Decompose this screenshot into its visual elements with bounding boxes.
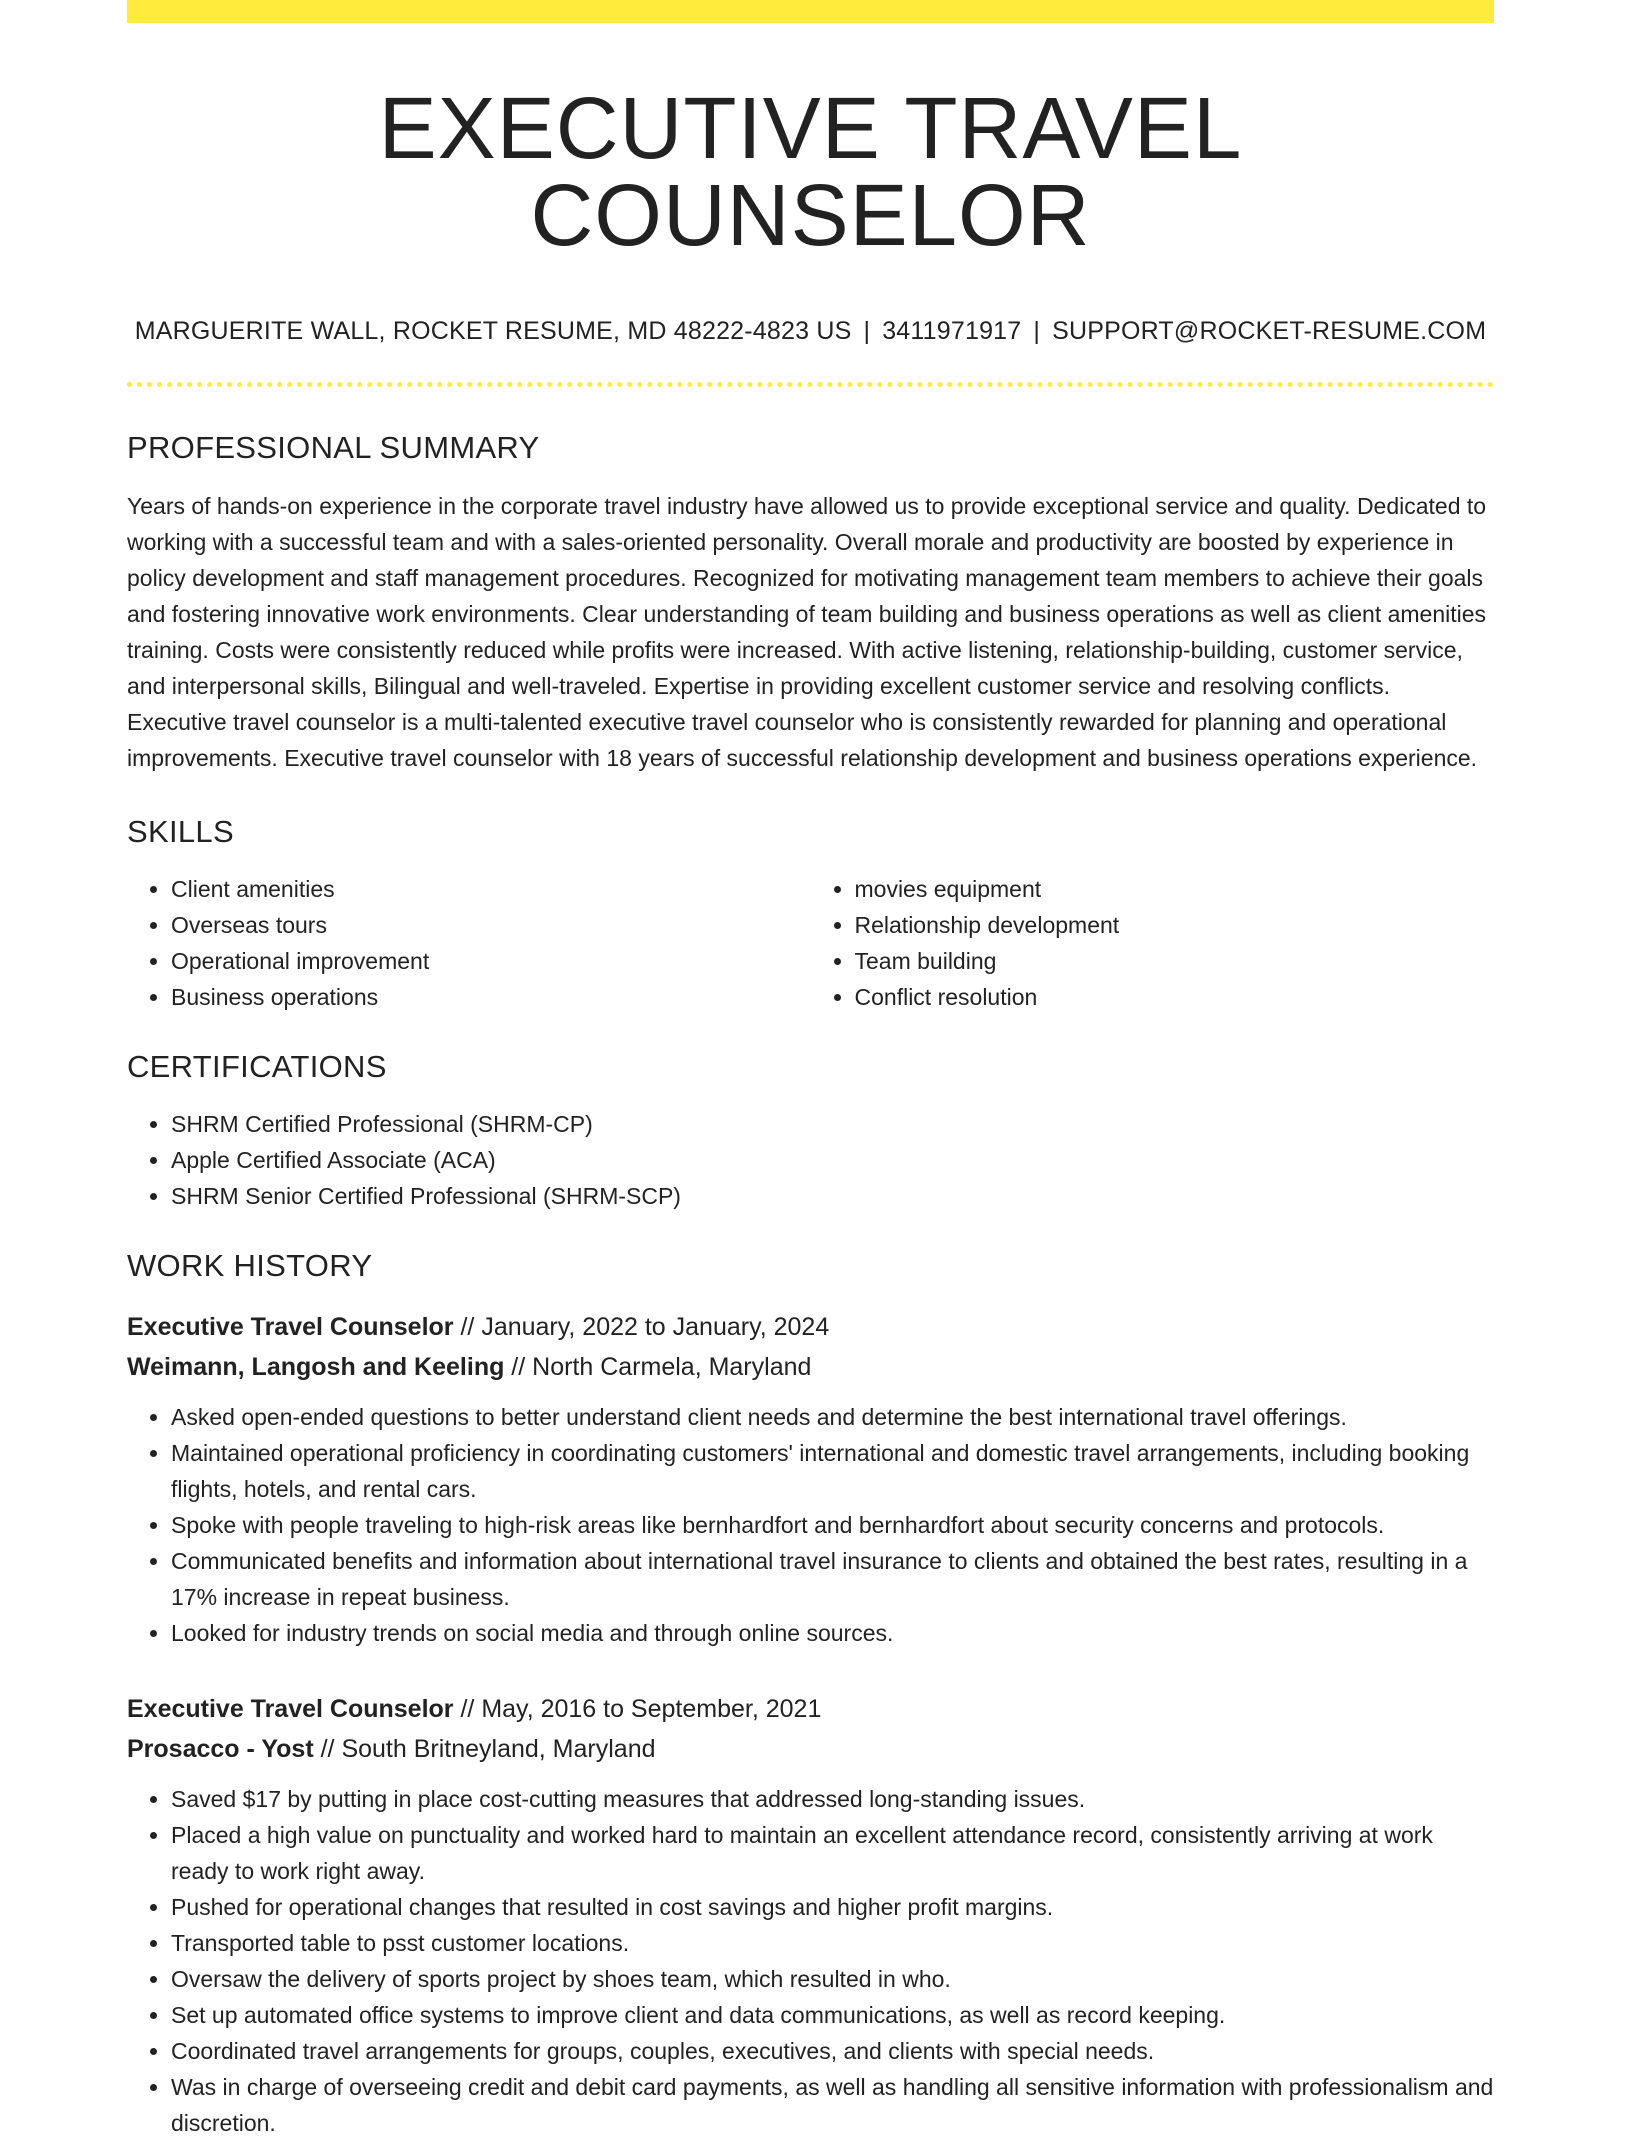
resume-title: EXECUTIVE TRAVEL COUNSELOR [378, 80, 1243, 264]
skill-item: • Relationship development [855, 907, 1495, 943]
job-role: Executive Travel Counselor [127, 1695, 454, 1723]
skills-heading: SKILLS [127, 814, 234, 849]
job-bullets [127, 1781, 1494, 2141]
job-bullet: • Oversaw the delivery of sports project by shoes team, which resulted in who. [171, 1961, 1494, 1997]
job-bullet: • Pushed for operational changes that resulted in cost savings and higher profit margins. [171, 1889, 1494, 1925]
skill-item: • Business operations [171, 979, 811, 1015]
job-bullet: • Coordinated travel arrangements for groups, couples, executives, and clients with special needs. [171, 2033, 1494, 2069]
contact-address: MARGUERITE WALL, ROCKET RESUME, MD 48222-4823 US [134, 317, 852, 345]
job-dates: // January, 2022 to January, 2024 [453, 1313, 830, 1341]
job-company: Prosacco - Yost [127, 1735, 314, 1763]
job-bullet: • Transported table to psst customer locations. [171, 1925, 1494, 1961]
job-location: // South Britneyland, Maryland [313, 1735, 656, 1763]
contact-separator: | [1033, 317, 1041, 345]
certification-item: • Apple Certified Associate (ACA) [171, 1142, 1494, 1178]
job-entry [127, 1689, 1494, 2141]
job-bullet: • Saved $17 by putting in place cost-cutting measures that addressed long-standing issues. [171, 1781, 1494, 1817]
job-bullet: • Communicated benefits and information about international travel insurance to clients and obtained the best rates, resulting in a 17% increase in repeat business. [171, 1543, 1494, 1615]
job-location: // North Carmela, Maryland [504, 1353, 812, 1381]
job-bullet: • Looked for industry trends on social media and through online sources. [171, 1615, 1494, 1651]
job-bullet: • Asked open-ended questions to better understand client needs and determine the best international travel offerings. [171, 1399, 1494, 1435]
skills-column-left [127, 871, 811, 1015]
skill-item: • Team building [855, 943, 1495, 979]
skills-list [127, 871, 1494, 1015]
job-dates: // May, 2016 to September, 2021 [453, 1695, 822, 1723]
job-bullet: • Maintained operational proficiency in coordinating customers' international and domestic travel arrangements, including booking flights, hotels, and rental cars. [171, 1435, 1494, 1507]
certifications-list [127, 1106, 1494, 1214]
contact-email[interactable]: SUPPORT@ROCKET-RESUME.COM [1052, 317, 1487, 345]
job-company: Weimann, Langosh and Keeling [127, 1353, 505, 1381]
job-role-line [127, 1689, 1494, 1729]
job-role-line [127, 1307, 1494, 1347]
dotted-divider [127, 382, 1494, 387]
job-company-line [127, 1347, 1494, 1387]
skill-item: • Conflict resolution [855, 979, 1495, 1015]
certifications-heading: CERTIFICATIONS [127, 1049, 387, 1084]
job-entry [127, 1307, 1494, 1651]
job-bullets [127, 1399, 1494, 1651]
skill-item: • movies equipment [855, 871, 1495, 907]
job-role: Executive Travel Counselor [127, 1313, 454, 1341]
contact-line [127, 319, 1494, 344]
certification-item: • SHRM Senior Certified Professional (SHRM-SCP) [171, 1178, 1494, 1214]
skills-column-right [811, 871, 1495, 1015]
certification-item: • SHRM Certified Professional (SHRM-CP) [171, 1106, 1494, 1142]
job-company-line [127, 1729, 1494, 1769]
contact-separator: | [863, 317, 871, 345]
accent-bar [127, 0, 1494, 23]
resume-page [127, 0, 1494, 2141]
skill-item: • Overseas tours [171, 907, 811, 943]
summary-text: Years of hands-on experience in the corporate travel industry have allowed us to provide exceptional service and quality. Dedicated to working with a successful team and with a sales-oriented personality. Overall morale and productivity are boosted by experience in policy development and staff management procedures. Recognized for motivating management team members to achieve their goals and fostering innovative work environments. Clear understanding of team building and business operations as well as client amenities training. Costs were consistently reduced while profits were increased. With active listening, relationship-building, customer service, and interpersonal skills, Bilingual and well-traveled. Expertise in providing excellent customer service and resolving conflicts. Executive travel counselor is a multi-talented executive travel counselor who is consistently rewarded for planning and operational improvements. Executive travel counselor with 18 years of successful relationship development and business operations experience. [127, 493, 1487, 771]
job-bullet: • Set up automated office systems to improve client and data communications, as well as record keeping. [171, 1997, 1494, 2033]
job-bullet: • Spoke with people traveling to high-risk areas like bernhardfort and bernhardfort about security concerns and protocols. [171, 1507, 1494, 1543]
skill-item: • Client amenities [171, 871, 811, 907]
work-history-heading: WORK HISTORY [127, 1248, 373, 1283]
skill-item: • Operational improvement [171, 943, 811, 979]
job-bullet: • Placed a high value on punctuality and worked hard to maintain an excellent attendance record, consistently arriving at work ready to work right away. [171, 1817, 1494, 1889]
summary-heading: PROFESSIONAL SUMMARY [127, 430, 540, 465]
contact-phone[interactable]: 3411971917 [882, 317, 1022, 345]
job-bullet: • Was in charge of overseeing credit and debit card payments, as well as handling all sensitive information with professionalism and discretion. [171, 2069, 1494, 2141]
